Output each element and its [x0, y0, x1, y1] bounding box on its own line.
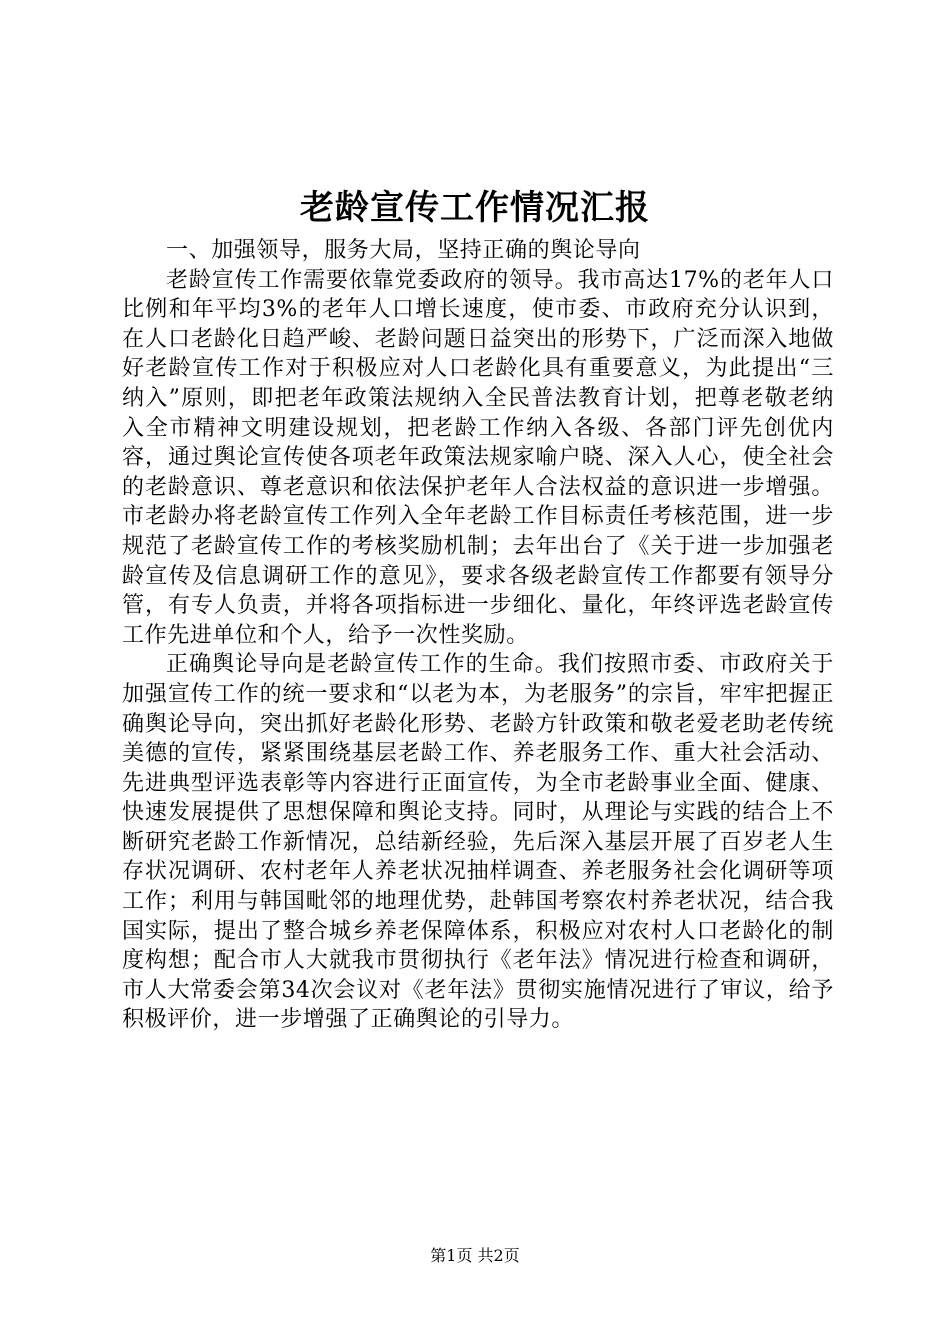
- section-heading: 一、加强领导，服务大局，坚持正确的舆论导向: [166, 238, 641, 263]
- document-body: [122, 236, 834, 1035]
- body-paragraph: 正确舆论导向是老龄宣传工作的生命。我们按照市委、市政府关于加强宣传工作的统一要求和“以老为本，为老服务”的宗旨，牢牢把握正确舆论导向，突出抓好老龄化形势、老龄方针政策和敬老爱老助老传统美德的宣传，紧紧围绕基层老龄工作、养老服务工作、重大社会活动、先进典型评选表彰等内容进行正面宣传，为全市老龄事业全面、健康、快速发展提供了思想保障和舆论支持。同时，从理论与实践的结合上不断研究老龄工作新情况，总结新经验，先后深入基层开展了百岁老人生存状况调研、农村老年人养老状况抽样调查、养老服务社会化调研等项工作；利用与韩国毗邻的地理优势，赴韩国考察农村养老状况，结合我国实际，提出了整合城乡养老保障体系，积极应对农村人口老龄化的制度构想；配合市人大就我市贯彻执行《老年法》情况进行检查和调研，市人大常委会第34次会议对《老年法》贯彻实施情况进行了审议，给予积极评价，进一步增强了正确舆论的引导力。: [122, 652, 834, 1033]
- document-title: 老龄宣传工作情况汇报: [300, 188, 650, 228]
- page-number-footer: 第1页 共2页: [430, 1246, 520, 1265]
- body-paragraph: 老龄宣传工作需要依靠党委政府的领导。我市高达17%的老年人口比例和年平均3%的老年人口增长速度，使市委、市政府充分认识到，在人口老龄化日趋严峻、老龄问题日益突出的形势下，广泛而深入地做好老龄宣传工作对于积极应对人口老龄化具有重要意义，为此提出“三纳入”原则，即把老年政策法规纳入全民普法教育计划，把尊老敬老纳入全市精神文明建设规划，把老龄工作纳入各级、各部门评先创优内容，通过舆论宣传使各项老年政策法规家喻户晓、深入人心，使全社会的老龄意识、尊老意识和依法保护老年人合法权益的意识进一步增强。市老龄办将老龄宣传工作列入全年老龄工作目标责任考核范围，进一步规范了老龄宣传工作的考核奖励机制；去年出台了《关于进一步加强老龄宣传及信息调研工作的意见》，要求各级老龄宣传工作都要有领导分管，有专人负责，并将各项指标进一步细化、量化，年终评选老龄宣传工作先进单位和个人，给予一次性奖励。: [122, 267, 834, 648]
